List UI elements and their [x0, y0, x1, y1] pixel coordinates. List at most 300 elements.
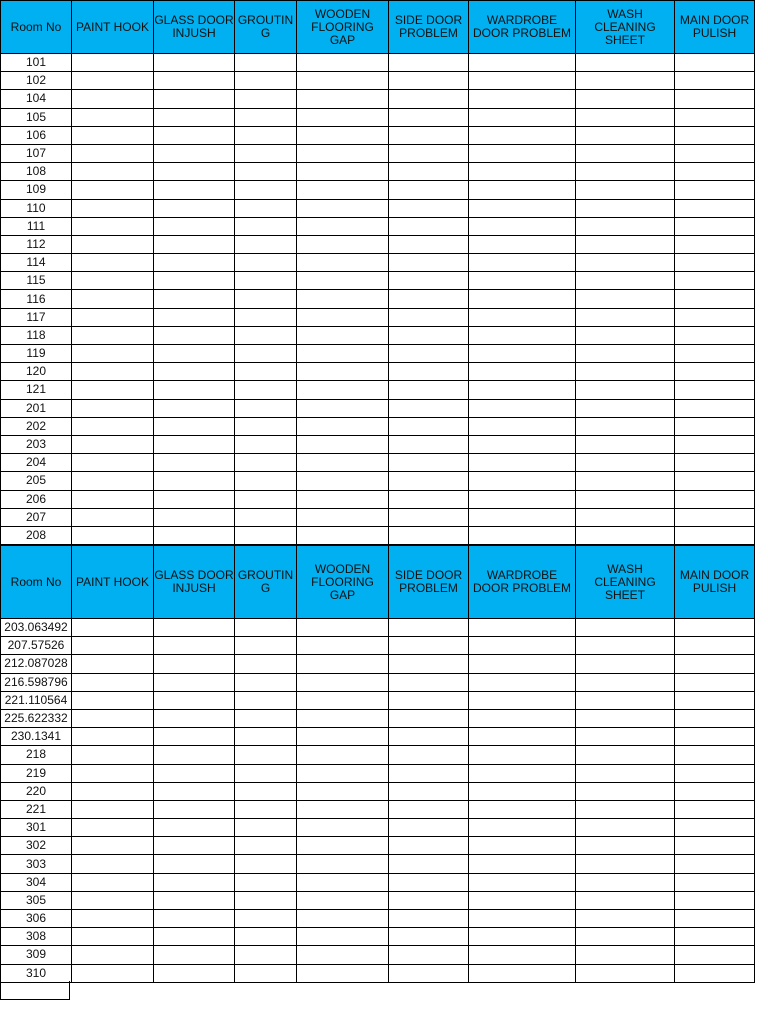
checklist-cell[interactable] — [72, 655, 154, 673]
checklist-cell[interactable] — [72, 90, 154, 108]
room-number-cell[interactable]: 221.110564 — [1, 691, 72, 709]
checklist-cell[interactable] — [154, 673, 235, 691]
checklist-cell[interactable] — [297, 472, 389, 490]
checklist-cell[interactable] — [675, 855, 755, 873]
checklist-cell[interactable] — [389, 181, 469, 199]
checklist-cell[interactable] — [469, 399, 576, 417]
checklist-cell[interactable] — [297, 345, 389, 363]
checklist-cell[interactable] — [297, 435, 389, 453]
checklist-cell[interactable] — [675, 108, 755, 126]
checklist-cell[interactable] — [576, 819, 675, 837]
checklist-cell[interactable] — [235, 819, 297, 837]
checklist-cell[interactable] — [235, 910, 297, 928]
checklist-cell[interactable] — [389, 782, 469, 800]
checklist-cell[interactable] — [154, 90, 235, 108]
checklist-cell[interactable] — [154, 508, 235, 526]
checklist-cell[interactable] — [469, 764, 576, 782]
checklist-cell[interactable] — [297, 363, 389, 381]
room-number-cell[interactable]: 108 — [1, 163, 72, 181]
checklist-cell[interactable] — [675, 399, 755, 417]
room-number-cell[interactable]: 302 — [1, 837, 72, 855]
checklist-cell[interactable] — [675, 508, 755, 526]
checklist-cell[interactable] — [675, 126, 755, 144]
checklist-cell[interactable] — [297, 217, 389, 235]
checklist-cell[interactable] — [154, 363, 235, 381]
checklist-cell[interactable] — [675, 235, 755, 253]
checklist-cell[interactable] — [576, 673, 675, 691]
checklist-cell[interactable] — [154, 417, 235, 435]
checklist-cell[interactable] — [389, 837, 469, 855]
checklist-cell[interactable] — [154, 108, 235, 126]
checklist-cell[interactable] — [297, 819, 389, 837]
room-number-cell[interactable]: 216.598796 — [1, 673, 72, 691]
checklist-cell[interactable] — [297, 144, 389, 162]
checklist-cell[interactable] — [72, 399, 154, 417]
room-number-cell[interactable]: 219 — [1, 764, 72, 782]
checklist-cell[interactable] — [675, 673, 755, 691]
checklist-cell[interactable] — [576, 891, 675, 909]
checklist-cell[interactable] — [469, 691, 576, 709]
checklist-cell[interactable] — [72, 126, 154, 144]
checklist-cell[interactable] — [469, 290, 576, 308]
checklist-cell[interactable] — [576, 290, 675, 308]
checklist-cell[interactable] — [154, 72, 235, 90]
checklist-cell[interactable] — [72, 417, 154, 435]
checklist-cell[interactable] — [154, 837, 235, 855]
checklist-cell[interactable] — [389, 363, 469, 381]
room-number-cell[interactable]: 218 — [1, 746, 72, 764]
checklist-cell[interactable] — [576, 235, 675, 253]
checklist-cell[interactable] — [469, 728, 576, 746]
checklist-cell[interactable] — [297, 709, 389, 727]
checklist-cell[interactable] — [675, 637, 755, 655]
checklist-cell[interactable] — [389, 619, 469, 637]
checklist-cell[interactable] — [72, 800, 154, 818]
checklist-cell[interactable] — [72, 691, 154, 709]
checklist-cell[interactable] — [469, 619, 576, 637]
checklist-cell[interactable] — [72, 326, 154, 344]
checklist-cell[interactable] — [154, 619, 235, 637]
checklist-cell[interactable] — [576, 637, 675, 655]
checklist-cell[interactable] — [235, 728, 297, 746]
room-number-cell[interactable]: 115 — [1, 272, 72, 290]
checklist-cell[interactable] — [675, 873, 755, 891]
checklist-cell[interactable] — [576, 928, 675, 946]
checklist-cell[interactable] — [235, 800, 297, 818]
checklist-cell[interactable] — [675, 691, 755, 709]
checklist-cell[interactable] — [576, 435, 675, 453]
room-number-cell[interactable]: 306 — [1, 910, 72, 928]
checklist-cell[interactable] — [469, 782, 576, 800]
checklist-cell[interactable] — [72, 673, 154, 691]
checklist-cell[interactable] — [72, 946, 154, 964]
room-number-cell[interactable]: 202 — [1, 417, 72, 435]
checklist-cell[interactable] — [72, 764, 154, 782]
checklist-cell[interactable] — [576, 526, 675, 544]
checklist-cell[interactable] — [675, 326, 755, 344]
checklist-cell[interactable] — [235, 144, 297, 162]
room-number-cell[interactable]: 110 — [1, 199, 72, 217]
checklist-cell[interactable] — [72, 108, 154, 126]
checklist-cell[interactable] — [72, 363, 154, 381]
checklist-cell[interactable] — [675, 800, 755, 818]
checklist-cell[interactable] — [675, 217, 755, 235]
room-number-cell[interactable]: 203 — [1, 435, 72, 453]
checklist-cell[interactable] — [576, 417, 675, 435]
room-number-cell[interactable]: 120 — [1, 363, 72, 381]
checklist-cell[interactable] — [576, 490, 675, 508]
checklist-cell[interactable] — [297, 910, 389, 928]
checklist-cell[interactable] — [576, 873, 675, 891]
checklist-cell[interactable] — [389, 746, 469, 764]
checklist-cell[interactable] — [469, 709, 576, 727]
checklist-cell[interactable] — [469, 235, 576, 253]
checklist-cell[interactable] — [576, 254, 675, 272]
checklist-cell[interactable] — [576, 508, 675, 526]
checklist-cell[interactable] — [297, 108, 389, 126]
checklist-cell[interactable] — [235, 417, 297, 435]
checklist-cell[interactable] — [469, 526, 576, 544]
checklist-cell[interactable] — [235, 764, 297, 782]
checklist-cell[interactable] — [469, 746, 576, 764]
checklist-cell[interactable] — [154, 290, 235, 308]
checklist-cell[interactable] — [675, 144, 755, 162]
checklist-cell[interactable] — [389, 800, 469, 818]
checklist-cell[interactable] — [235, 709, 297, 727]
checklist-cell[interactable] — [469, 254, 576, 272]
checklist-cell[interactable] — [235, 619, 297, 637]
checklist-cell[interactable] — [389, 417, 469, 435]
checklist-cell[interactable] — [154, 199, 235, 217]
checklist-cell[interactable] — [576, 144, 675, 162]
checklist-cell[interactable] — [235, 399, 297, 417]
checklist-cell[interactable] — [297, 728, 389, 746]
checklist-cell[interactable] — [235, 435, 297, 453]
checklist-cell[interactable] — [469, 126, 576, 144]
room-number-cell[interactable]: 111 — [1, 217, 72, 235]
checklist-cell[interactable] — [469, 964, 576, 982]
checklist-cell[interactable] — [675, 764, 755, 782]
checklist-cell[interactable] — [576, 54, 675, 72]
checklist-cell[interactable] — [72, 490, 154, 508]
checklist-cell[interactable] — [154, 345, 235, 363]
checklist-cell[interactable] — [389, 126, 469, 144]
checklist-cell[interactable] — [235, 637, 297, 655]
checklist-cell[interactable] — [469, 381, 576, 399]
checklist-cell[interactable] — [469, 508, 576, 526]
checklist-cell[interactable] — [469, 873, 576, 891]
checklist-cell[interactable] — [675, 345, 755, 363]
checklist-cell[interactable] — [389, 691, 469, 709]
room-number-cell[interactable]: 121 — [1, 381, 72, 399]
checklist-cell[interactable] — [469, 181, 576, 199]
checklist-cell[interactable] — [469, 910, 576, 928]
checklist-cell[interactable] — [389, 673, 469, 691]
checklist-cell[interactable] — [235, 381, 297, 399]
checklist-cell[interactable] — [154, 326, 235, 344]
checklist-cell[interactable] — [297, 837, 389, 855]
room-number-cell[interactable]: 104 — [1, 90, 72, 108]
checklist-cell[interactable] — [72, 782, 154, 800]
checklist-cell[interactable] — [675, 381, 755, 399]
checklist-cell[interactable] — [469, 163, 576, 181]
checklist-cell[interactable] — [72, 454, 154, 472]
checklist-cell[interactable] — [675, 928, 755, 946]
checklist-cell[interactable] — [469, 655, 576, 673]
checklist-cell[interactable] — [469, 819, 576, 837]
checklist-cell[interactable] — [576, 782, 675, 800]
checklist-cell[interactable] — [389, 637, 469, 655]
checklist-cell[interactable] — [235, 946, 297, 964]
empty-trailing-cell[interactable] — [0, 981, 70, 1000]
checklist-cell[interactable] — [235, 345, 297, 363]
checklist-cell[interactable] — [389, 819, 469, 837]
checklist-cell[interactable] — [297, 254, 389, 272]
checklist-cell[interactable] — [235, 126, 297, 144]
checklist-cell[interactable] — [576, 381, 675, 399]
checklist-cell[interactable] — [297, 308, 389, 326]
checklist-cell[interactable] — [72, 709, 154, 727]
checklist-cell[interactable] — [72, 217, 154, 235]
room-number-cell[interactable]: 201 — [1, 399, 72, 417]
checklist-cell[interactable] — [297, 272, 389, 290]
checklist-cell[interactable] — [469, 891, 576, 909]
checklist-cell[interactable] — [297, 800, 389, 818]
checklist-cell[interactable] — [235, 891, 297, 909]
checklist-cell[interactable] — [154, 728, 235, 746]
checklist-cell[interactable] — [235, 199, 297, 217]
checklist-cell[interactable] — [576, 800, 675, 818]
checklist-cell[interactable] — [154, 891, 235, 909]
checklist-cell[interactable] — [297, 163, 389, 181]
checklist-cell[interactable] — [72, 272, 154, 290]
checklist-cell[interactable] — [576, 910, 675, 928]
checklist-cell[interactable] — [389, 72, 469, 90]
checklist-cell[interactable] — [235, 526, 297, 544]
checklist-cell[interactable] — [235, 308, 297, 326]
checklist-cell[interactable] — [576, 619, 675, 637]
checklist-cell[interactable] — [154, 910, 235, 928]
checklist-cell[interactable] — [576, 946, 675, 964]
checklist-cell[interactable] — [469, 837, 576, 855]
checklist-cell[interactable] — [389, 472, 469, 490]
checklist-cell[interactable] — [235, 508, 297, 526]
checklist-cell[interactable] — [235, 655, 297, 673]
checklist-cell[interactable] — [297, 637, 389, 655]
checklist-cell[interactable] — [389, 90, 469, 108]
checklist-cell[interactable] — [576, 345, 675, 363]
checklist-cell[interactable] — [235, 54, 297, 72]
checklist-cell[interactable] — [469, 54, 576, 72]
checklist-cell[interactable] — [469, 946, 576, 964]
checklist-cell[interactable] — [389, 108, 469, 126]
checklist-cell[interactable] — [235, 873, 297, 891]
checklist-cell[interactable] — [154, 472, 235, 490]
checklist-cell[interactable] — [469, 673, 576, 691]
checklist-cell[interactable] — [389, 508, 469, 526]
checklist-cell[interactable] — [72, 308, 154, 326]
checklist-cell[interactable] — [154, 946, 235, 964]
checklist-cell[interactable] — [389, 910, 469, 928]
checklist-cell[interactable] — [675, 90, 755, 108]
checklist-cell[interactable] — [154, 873, 235, 891]
checklist-cell[interactable] — [675, 435, 755, 453]
checklist-cell[interactable] — [297, 54, 389, 72]
room-number-cell[interactable]: 310 — [1, 964, 72, 982]
room-number-cell[interactable]: 117 — [1, 308, 72, 326]
checklist-cell[interactable] — [154, 819, 235, 837]
room-number-cell[interactable]: 112 — [1, 235, 72, 253]
checklist-cell[interactable] — [675, 54, 755, 72]
room-number-cell[interactable]: 205 — [1, 472, 72, 490]
room-number-cell[interactable]: 206 — [1, 490, 72, 508]
checklist-cell[interactable] — [389, 873, 469, 891]
checklist-cell[interactable] — [297, 891, 389, 909]
checklist-cell[interactable] — [389, 381, 469, 399]
checklist-cell[interactable] — [576, 272, 675, 290]
room-number-cell[interactable]: 114 — [1, 254, 72, 272]
checklist-cell[interactable] — [235, 108, 297, 126]
checklist-cell[interactable] — [576, 90, 675, 108]
checklist-cell[interactable] — [576, 199, 675, 217]
checklist-cell[interactable] — [235, 490, 297, 508]
checklist-cell[interactable] — [72, 144, 154, 162]
checklist-cell[interactable] — [389, 272, 469, 290]
checklist-cell[interactable] — [389, 490, 469, 508]
checklist-cell[interactable] — [675, 417, 755, 435]
checklist-cell[interactable] — [154, 709, 235, 727]
room-number-cell[interactable]: 303 — [1, 855, 72, 873]
checklist-cell[interactable] — [72, 254, 154, 272]
checklist-cell[interactable] — [297, 90, 389, 108]
checklist-cell[interactable] — [297, 764, 389, 782]
checklist-cell[interactable] — [389, 308, 469, 326]
checklist-cell[interactable] — [72, 746, 154, 764]
checklist-cell[interactable] — [469, 637, 576, 655]
checklist-cell[interactable] — [297, 454, 389, 472]
checklist-cell[interactable] — [235, 254, 297, 272]
room-number-cell[interactable]: 301 — [1, 819, 72, 837]
checklist-cell[interactable] — [389, 964, 469, 982]
checklist-cell[interactable] — [675, 526, 755, 544]
checklist-cell[interactable] — [154, 454, 235, 472]
checklist-cell[interactable] — [72, 381, 154, 399]
room-number-cell[interactable]: 106 — [1, 126, 72, 144]
checklist-cell[interactable] — [235, 90, 297, 108]
checklist-cell[interactable] — [235, 472, 297, 490]
checklist-cell[interactable] — [576, 308, 675, 326]
checklist-cell[interactable] — [576, 163, 675, 181]
checklist-cell[interactable] — [154, 181, 235, 199]
checklist-cell[interactable] — [72, 855, 154, 873]
checklist-cell[interactable] — [72, 637, 154, 655]
checklist-cell[interactable] — [576, 837, 675, 855]
checklist-cell[interactable] — [675, 363, 755, 381]
checklist-cell[interactable] — [72, 819, 154, 837]
checklist-cell[interactable] — [154, 655, 235, 673]
checklist-cell[interactable] — [576, 691, 675, 709]
checklist-cell[interactable] — [154, 526, 235, 544]
checklist-cell[interactable] — [297, 782, 389, 800]
room-number-cell[interactable]: 118 — [1, 326, 72, 344]
checklist-cell[interactable] — [235, 691, 297, 709]
checklist-cell[interactable] — [389, 254, 469, 272]
checklist-cell[interactable] — [576, 363, 675, 381]
checklist-cell[interactable] — [297, 526, 389, 544]
checklist-cell[interactable] — [154, 691, 235, 709]
room-number-cell[interactable]: 105 — [1, 108, 72, 126]
checklist-cell[interactable] — [469, 326, 576, 344]
checklist-cell[interactable] — [389, 345, 469, 363]
checklist-cell[interactable] — [576, 709, 675, 727]
checklist-cell[interactable] — [389, 891, 469, 909]
checklist-cell[interactable] — [389, 235, 469, 253]
checklist-cell[interactable] — [72, 891, 154, 909]
checklist-cell[interactable] — [72, 508, 154, 526]
checklist-cell[interactable] — [469, 144, 576, 162]
checklist-cell[interactable] — [576, 655, 675, 673]
checklist-cell[interactable] — [154, 764, 235, 782]
checklist-cell[interactable] — [235, 235, 297, 253]
checklist-cell[interactable] — [72, 964, 154, 982]
checklist-cell[interactable] — [154, 782, 235, 800]
room-number-cell[interactable]: 207 — [1, 508, 72, 526]
checklist-cell[interactable] — [389, 928, 469, 946]
checklist-cell[interactable] — [72, 619, 154, 637]
checklist-cell[interactable] — [576, 454, 675, 472]
checklist-cell[interactable] — [469, 435, 576, 453]
checklist-cell[interactable] — [389, 290, 469, 308]
checklist-cell[interactable] — [675, 964, 755, 982]
checklist-cell[interactable] — [469, 108, 576, 126]
checklist-cell[interactable] — [675, 308, 755, 326]
checklist-cell[interactable] — [235, 163, 297, 181]
checklist-cell[interactable] — [72, 181, 154, 199]
checklist-cell[interactable] — [235, 964, 297, 982]
checklist-cell[interactable] — [235, 363, 297, 381]
checklist-cell[interactable] — [297, 619, 389, 637]
checklist-cell[interactable] — [675, 891, 755, 909]
checklist-cell[interactable] — [72, 728, 154, 746]
checklist-cell[interactable] — [72, 163, 154, 181]
checklist-cell[interactable] — [72, 72, 154, 90]
checklist-cell[interactable] — [675, 709, 755, 727]
checklist-cell[interactable] — [389, 526, 469, 544]
checklist-cell[interactable] — [297, 655, 389, 673]
checklist-cell[interactable] — [235, 855, 297, 873]
checklist-cell[interactable] — [389, 435, 469, 453]
checklist-cell[interactable] — [72, 435, 154, 453]
room-number-cell[interactable]: 109 — [1, 181, 72, 199]
checklist-cell[interactable] — [154, 126, 235, 144]
checklist-cell[interactable] — [154, 308, 235, 326]
checklist-cell[interactable] — [576, 964, 675, 982]
checklist-cell[interactable] — [297, 181, 389, 199]
checklist-cell[interactable] — [389, 399, 469, 417]
checklist-cell[interactable] — [72, 472, 154, 490]
checklist-cell[interactable] — [154, 490, 235, 508]
checklist-cell[interactable] — [389, 764, 469, 782]
checklist-cell[interactable] — [297, 126, 389, 144]
checklist-cell[interactable] — [576, 764, 675, 782]
room-number-cell[interactable]: 208 — [1, 526, 72, 544]
checklist-cell[interactable] — [154, 254, 235, 272]
checklist-cell[interactable] — [675, 655, 755, 673]
checklist-cell[interactable] — [72, 910, 154, 928]
checklist-cell[interactable] — [576, 181, 675, 199]
checklist-cell[interactable] — [469, 454, 576, 472]
checklist-cell[interactable] — [235, 272, 297, 290]
